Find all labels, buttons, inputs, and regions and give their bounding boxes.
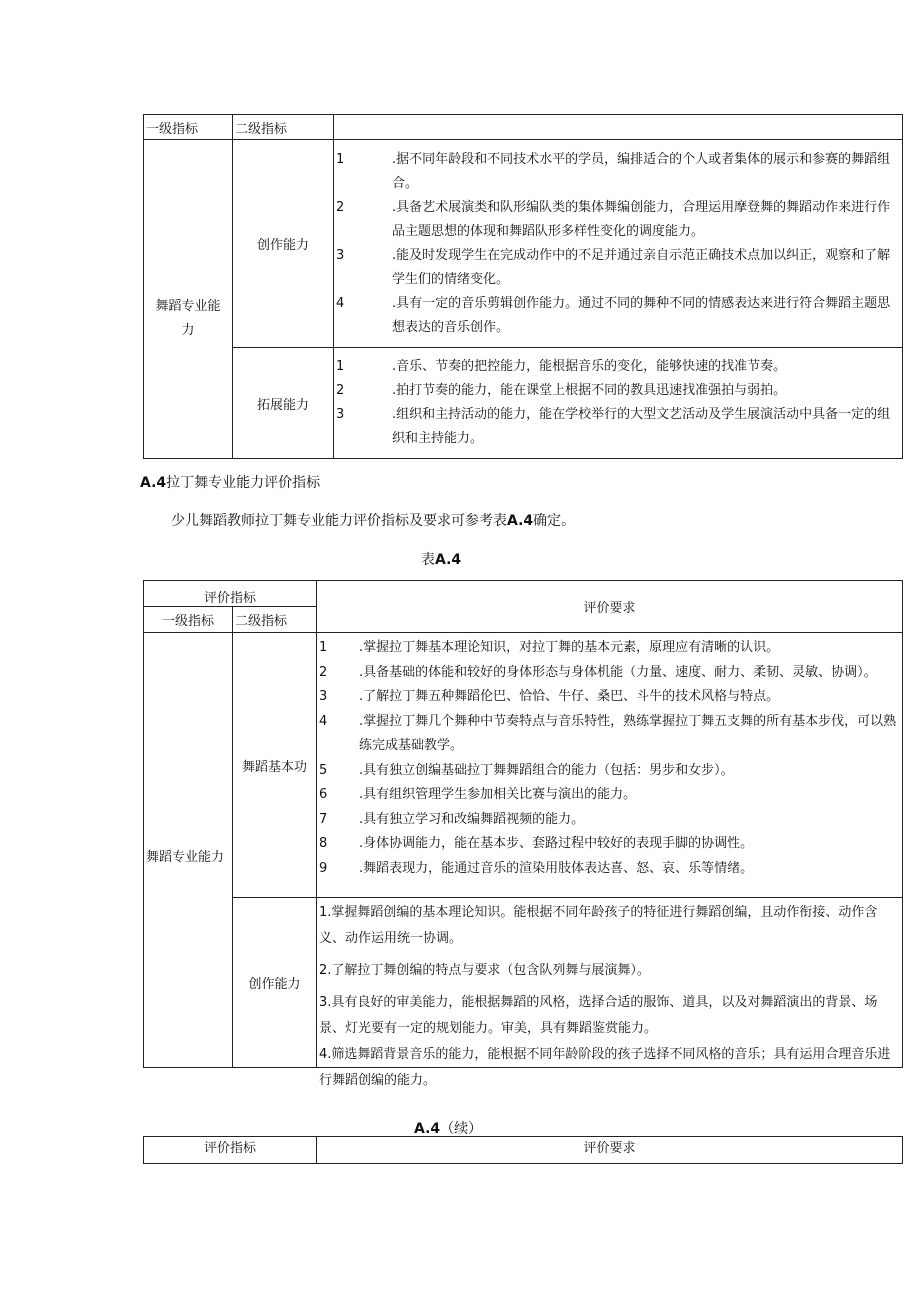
- t2-create-items: [317, 898, 903, 1088]
- list-item: 3 .组织和主持活动的能力，能在学校举行的大型文艺活动及学生展演活动中具备一定的组织和主持能力。: [336, 407, 891, 446]
- t1-create-items: [334, 140, 903, 348]
- list-item: 3 .能及时发现学生在完成动作中的不足并通过亲自示范正确技术点加以纠正，观察和了解学生们的情绪变化。: [336, 247, 891, 287]
- section-heading: [140, 472, 320, 492]
- t1-extend-items: [334, 348, 903, 459]
- list-item: 9 .舞蹈表现力，能通过音乐的渲染用肢体表达喜、怒、哀、乐等情绪。: [319, 860, 754, 876]
- t2-level2-basic: 舞蹈基本功: [233, 633, 317, 898]
- list-item: 2 .拍打节奏的能力，能在课堂上根据不同的教具迅速找准强拍与弱拍。: [336, 383, 787, 398]
- list-item: 4 .具有一定的音乐剪辑创作能力。通过不同的舞种不同的情感表达来进行符合舞蹈主题思想表达的音乐创作。: [336, 295, 891, 335]
- t2-header-level1: 一级指标: [144, 607, 233, 633]
- table-caption: 表A.4: [421, 552, 462, 568]
- list-item: 7 .具有独立学习和改编舞蹈视频的能力。: [319, 811, 585, 827]
- list-item: 2 .具备基础的体能和较好的身体形态与身体机能（力量、速度、耐力、柔韧、灵敏、协调）。: [319, 664, 877, 680]
- section-heading-num: A.4: [140, 475, 167, 491]
- t2-level1: 舞蹈专业能力: [144, 633, 233, 1068]
- t1-level1-cell: [144, 140, 233, 459]
- t2-level2-create: 创作能力: [233, 898, 317, 1068]
- t1-header-level1: 一级指标: [144, 115, 233, 140]
- list-item: 1 .据不同年龄段和不同技术水平的学员，编排适合的个人或者集体的展示和参赛的舞蹈组合。: [336, 151, 891, 191]
- list-item: 1 .音乐、节奏的把控能力，能根据音乐的变化，能够快速的找准节奏。: [336, 359, 787, 374]
- list-item: 1 .掌握拉丁舞基本理论知识，对拉丁舞的基本元素，原理应有清晰的认识。: [319, 640, 780, 655]
- t1-header-level2: 二级指标: [233, 115, 334, 140]
- t1-level1-text: 舞蹈专业能力: [155, 299, 221, 338]
- table-1: [143, 114, 903, 459]
- list-item: 4 .掌握拉丁舞几个舞种中节奏特点与音乐特性，熟练掌握拉丁舞五支舞的所有基本步伐，可以熟练完成基础教学。: [319, 713, 897, 753]
- cont-header-left: 评价指标: [144, 1137, 317, 1164]
- list-item: 3.具有良好的审美能力，能根据舞蹈的风格，选择合适的服饰、道具，以及对舞蹈演出的背景、场景、灯光要有一定的规划能力。审美，具有舞蹈鉴赏能力。: [319, 995, 878, 1036]
- t2-header-top: 评价指标: [144, 581, 317, 607]
- section-paragraph: 少儿舞蹈教师拉丁舞专业能力评价指标及要求可参考表A.4确定。: [171, 513, 576, 529]
- t2-header-level2: 二级指标: [233, 607, 317, 633]
- cont-caption: A.4（续）: [414, 1121, 483, 1137]
- list-item: 2 .具备艺术展演类和队形编队类的集体舞编创能力，合理运用摩登舞的舞蹈动作来进行作品主题思想的体现和舞蹈队形多样性变化的调度能力。: [336, 199, 891, 239]
- list-item: 8 .身体协调能力，能在基本步、套路过程中较好的表现手脚的协调性。: [319, 836, 754, 851]
- table-2: [143, 580, 903, 1088]
- t1-level2-create: 创作能力: [233, 140, 334, 348]
- cont-header-right: 评价要求: [317, 1137, 903, 1164]
- table-2-continued: [143, 1136, 903, 1164]
- list-item: 4.筛选舞蹈背景音乐的能力，能根据不同年龄阶段的孩子选择不同风格的音乐；具有运用合理音乐进行舞蹈创编的能力。: [319, 1047, 891, 1088]
- list-item: 2.了解拉丁舞创编的特点与要求（包含队列舞与展演舞）。: [319, 963, 650, 978]
- t2-header-req: 评价要求: [317, 581, 903, 633]
- list-item: 3 .了解拉丁舞五种舞蹈伦巴、恰恰、牛仔、桑巴、斗牛的技术风格与特点。: [319, 689, 780, 704]
- list-item: 5 .具有独立创编基础拉丁舞舞蹈组合的能力（包括：男步和女步）。: [319, 762, 734, 778]
- section-heading-text: 拉丁舞专业能力评价指标: [166, 475, 321, 491]
- list-item: 6 .具有组织管理学生参加相关比赛与演出的能力。: [319, 787, 637, 802]
- list-item: 1.掌握舞蹈创编的基本理论知识。能根据不同年龄孩子的特征进行舞蹈创编，且动作衔接、动作含义、动作运用统一协调。: [319, 905, 878, 946]
- t1-level2-extend: 拓展能力: [233, 348, 334, 459]
- t1-header-blank: [334, 115, 903, 140]
- t2-basic-items: [317, 633, 903, 898]
